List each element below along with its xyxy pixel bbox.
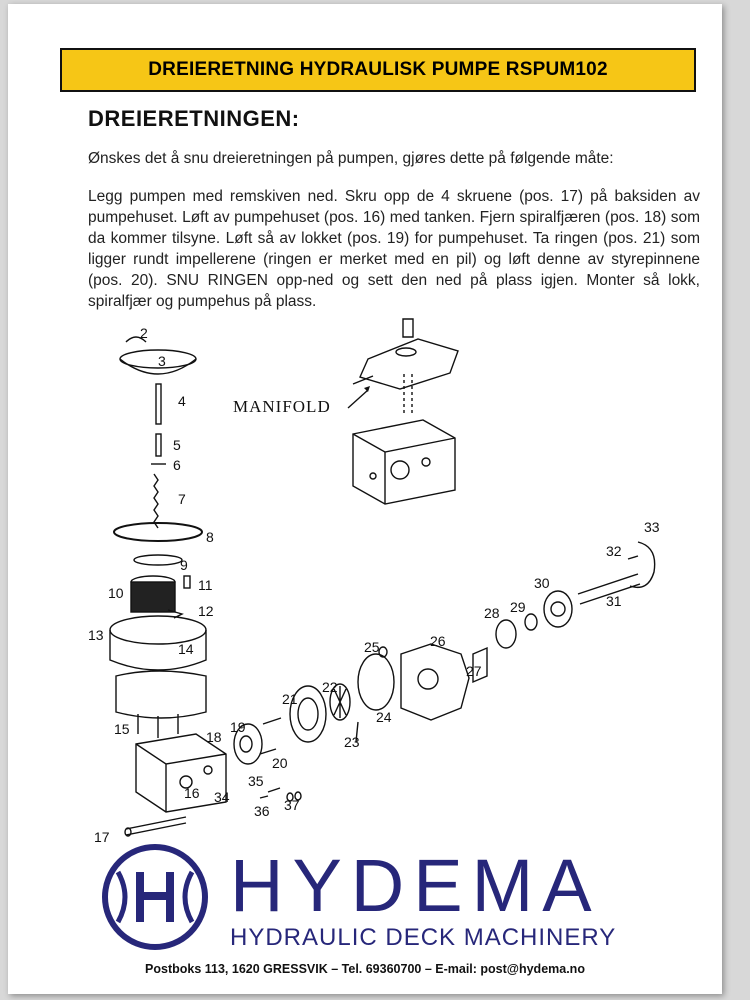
callout-10: 10 [108, 585, 124, 601]
instructions-text: Legg pumpen med remskiven ned. Skru opp de 4 skruene (pos. 17) på baksiden av pumpehuset. Løft av pumpehuset (pos. 16) med tanken. Fjern spiralfjæren (pos. 18) som da kommer tilsyne. Løft så av lokket (pos. 19) for pumpehuset. Ta ringen (pos. 21) som ligger rundt impellerene (ringen er merket med en pil) og løft denne av styrepinnene (pos. 20). SNU RINGEN opp-ned og sett den ned på plass igjen. Monter så lokk, spiralfjær og pumpehus på plass. [88, 188, 700, 310]
callout-33: 33 [644, 519, 660, 535]
callout-25: 25 [364, 639, 380, 655]
callout-13: 13 [88, 627, 104, 643]
callout-6: 6 [173, 457, 181, 473]
callout-34: 34 [214, 789, 230, 805]
callout-35: 35 [248, 773, 264, 789]
callout-12: 12 [198, 603, 214, 619]
callout-9: 9 [180, 557, 188, 573]
document-page [8, 4, 722, 994]
exploded-pump-diagram [8, 304, 722, 849]
page-title: DREIERETNING HYDRAULISK PUMPE RSPUM102 [148, 59, 608, 80]
callout-16: 16 [184, 785, 200, 801]
callout-2: 2 [140, 325, 148, 341]
intro-text: Ønskes det å snu dreieretningen på pumpen, gjøres dette på følgende måte: [88, 150, 614, 167]
title-banner [60, 48, 696, 92]
callout-31: 31 [606, 593, 622, 609]
callout-22: 22 [322, 679, 338, 695]
callout-23: 23 [344, 734, 360, 750]
callout-4: 4 [178, 393, 186, 409]
callout-24: 24 [376, 709, 392, 725]
callout-7: 7 [178, 491, 186, 507]
callout-17: 17 [94, 829, 110, 845]
callout-19: 19 [230, 719, 246, 735]
callout-14: 14 [178, 641, 194, 657]
callout-11: 11 [198, 577, 213, 593]
callout-26: 26 [430, 633, 446, 649]
brand-name: HYDEMA [230, 844, 601, 927]
callout-15: 15 [114, 721, 130, 737]
callout-28: 28 [484, 605, 500, 621]
callout-29: 29 [510, 599, 526, 615]
section-heading: DREIERETNINGEN: [88, 106, 300, 131]
hydema-logo-icon [100, 842, 210, 952]
callout-30: 30 [534, 575, 550, 591]
callout-37: 37 [284, 797, 300, 813]
callout-8: 8 [206, 529, 214, 545]
callout-32: 32 [606, 543, 622, 559]
contact-address: Postboks 113, 1620 GRESSVIK – Tel. 69360700 – E-mail: post@hydema.no [145, 962, 585, 976]
brand-tagline: HYDRAULIC DECK MACHINERY [230, 924, 617, 951]
manifold-label: MANIFOLD [233, 397, 331, 416]
callout-18: 18 [206, 729, 222, 745]
callout-21: 21 [282, 691, 298, 707]
callout-36: 36 [254, 803, 270, 819]
callout-3: 3 [158, 353, 166, 369]
callout-27: 27 [466, 663, 482, 679]
callout-20: 20 [272, 755, 288, 771]
callout-5: 5 [173, 437, 181, 453]
